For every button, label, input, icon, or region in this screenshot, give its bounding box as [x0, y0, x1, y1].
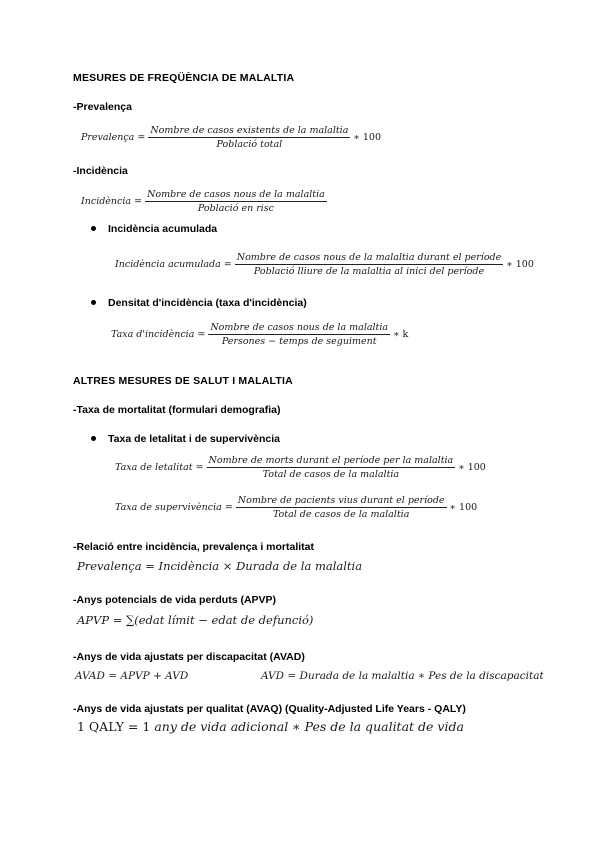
formula-lead: 1 QALY = 1 — [77, 719, 151, 734]
avad-heading: -Anys de vida ajustats per discapacitat (AVAD) — [73, 651, 305, 663]
avad-formula-1: AVAD = APVP + AVD — [75, 670, 189, 682]
letalitat-formula — [115, 455, 486, 480]
mortalitat-heading: -Taxa de mortalitat (formulari demografia) — [73, 404, 281, 416]
formula-numerator: Nombre de morts durant el període per la malaltia — [208, 455, 454, 466]
incidencia-heading: -Incidència — [73, 165, 128, 177]
formula-lhs: Taxa de letalitat = — [115, 462, 204, 473]
avaq-heading: -Anys de vida ajustats per qualitat (AVAQ) (Quality-Adjusted Life Years - QALY) — [73, 703, 466, 715]
formula-fraction — [208, 322, 390, 347]
inc-acumulada-heading — [91, 223, 217, 235]
apvp-heading: -Anys potencials de vida perduts (APVP) — [73, 594, 277, 606]
bullet-label: Taxa de letalitat i de supervivència — [108, 433, 280, 445]
bullet-label: Densitat d'incidència (taxa d'incidència) — [108, 297, 307, 309]
formula-lhs: Taxa d'incidència = — [111, 329, 206, 340]
formula-fraction — [145, 189, 327, 214]
formula-rhs: ∗ k — [393, 329, 409, 340]
bullet-icon — [91, 226, 96, 231]
formula-denominator: Població en risc — [197, 203, 274, 214]
bullet-icon — [91, 436, 96, 441]
relacio-heading: -Relació entre incidència, prevalença i mortalitat — [73, 541, 315, 553]
letalitat-heading — [91, 433, 280, 445]
apvp-formula: APVP = ∑(edat límit − edat de defunció) — [77, 613, 314, 627]
formula-fraction — [236, 495, 447, 520]
densitat-formula — [111, 322, 408, 347]
formula-fraction — [235, 252, 504, 277]
section-title-other: ALTRES MESURES DE SALUT I MALALTIA — [73, 375, 293, 387]
formula-numerator: Nombre de casos nous de la malaltia — [210, 322, 389, 333]
prevalenca-heading: -Prevalença — [73, 101, 132, 113]
formula-denominator: Persones − temps de seguiment — [221, 336, 377, 347]
formula-numerator: Nombre de casos existents de la malaltia — [150, 125, 349, 136]
formula-lhs: Taxa de supervivència = — [115, 502, 233, 513]
bullet-icon — [91, 300, 96, 305]
formula-rhs: ∗ 100 — [506, 259, 534, 270]
formula-lhs: Prevalença = — [81, 132, 146, 143]
avaq-formula — [77, 719, 464, 734]
formula-rhs: ∗ 100 — [353, 132, 381, 143]
relacio-formula: Prevalença = Incidència × Durada de la malaltia — [77, 559, 363, 573]
formula-fraction — [148, 125, 350, 150]
formula-denominator: Població lliure de la malaltia al inici del període — [253, 266, 485, 277]
formula-lhs: Incidència = — [81, 196, 143, 207]
avad-formula-2: AVD = Durada de la malaltia ∗ Pes de la discapacitat — [261, 670, 544, 682]
formula-lhs: Incidència acumulada = — [115, 259, 232, 270]
formula-fraction — [207, 455, 456, 480]
formula-denominator: Total de casos de la malaltia — [272, 509, 410, 520]
prevalenca-formula — [81, 125, 381, 150]
densitat-heading — [91, 297, 307, 309]
inc-acumulada-formula — [115, 252, 534, 277]
formula-rhs: ∗ 100 — [458, 462, 486, 473]
formula-rest: any de vida adicional ∗ Pes de la qualitat de vida — [154, 719, 464, 734]
supervivencia-formula — [115, 495, 477, 520]
formula-denominator: Total de casos de la malaltia — [262, 469, 400, 480]
formula-numerator: Nombre de casos nous de la malaltia durant el període — [236, 252, 502, 263]
formula-rhs: ∗ 100 — [449, 502, 478, 513]
incidencia-formula — [81, 189, 327, 214]
formula-denominator: Població total — [216, 139, 283, 150]
section-title-frequency: MESURES DE FREQÜÈNCIA DE MALALTIA — [73, 72, 295, 84]
formula-numerator: Nombre de pacients vius durant el període — [237, 495, 445, 506]
bullet-label: Incidència acumulada — [108, 223, 218, 235]
formula-numerator: Nombre de casos nous de la malaltia — [147, 189, 325, 200]
